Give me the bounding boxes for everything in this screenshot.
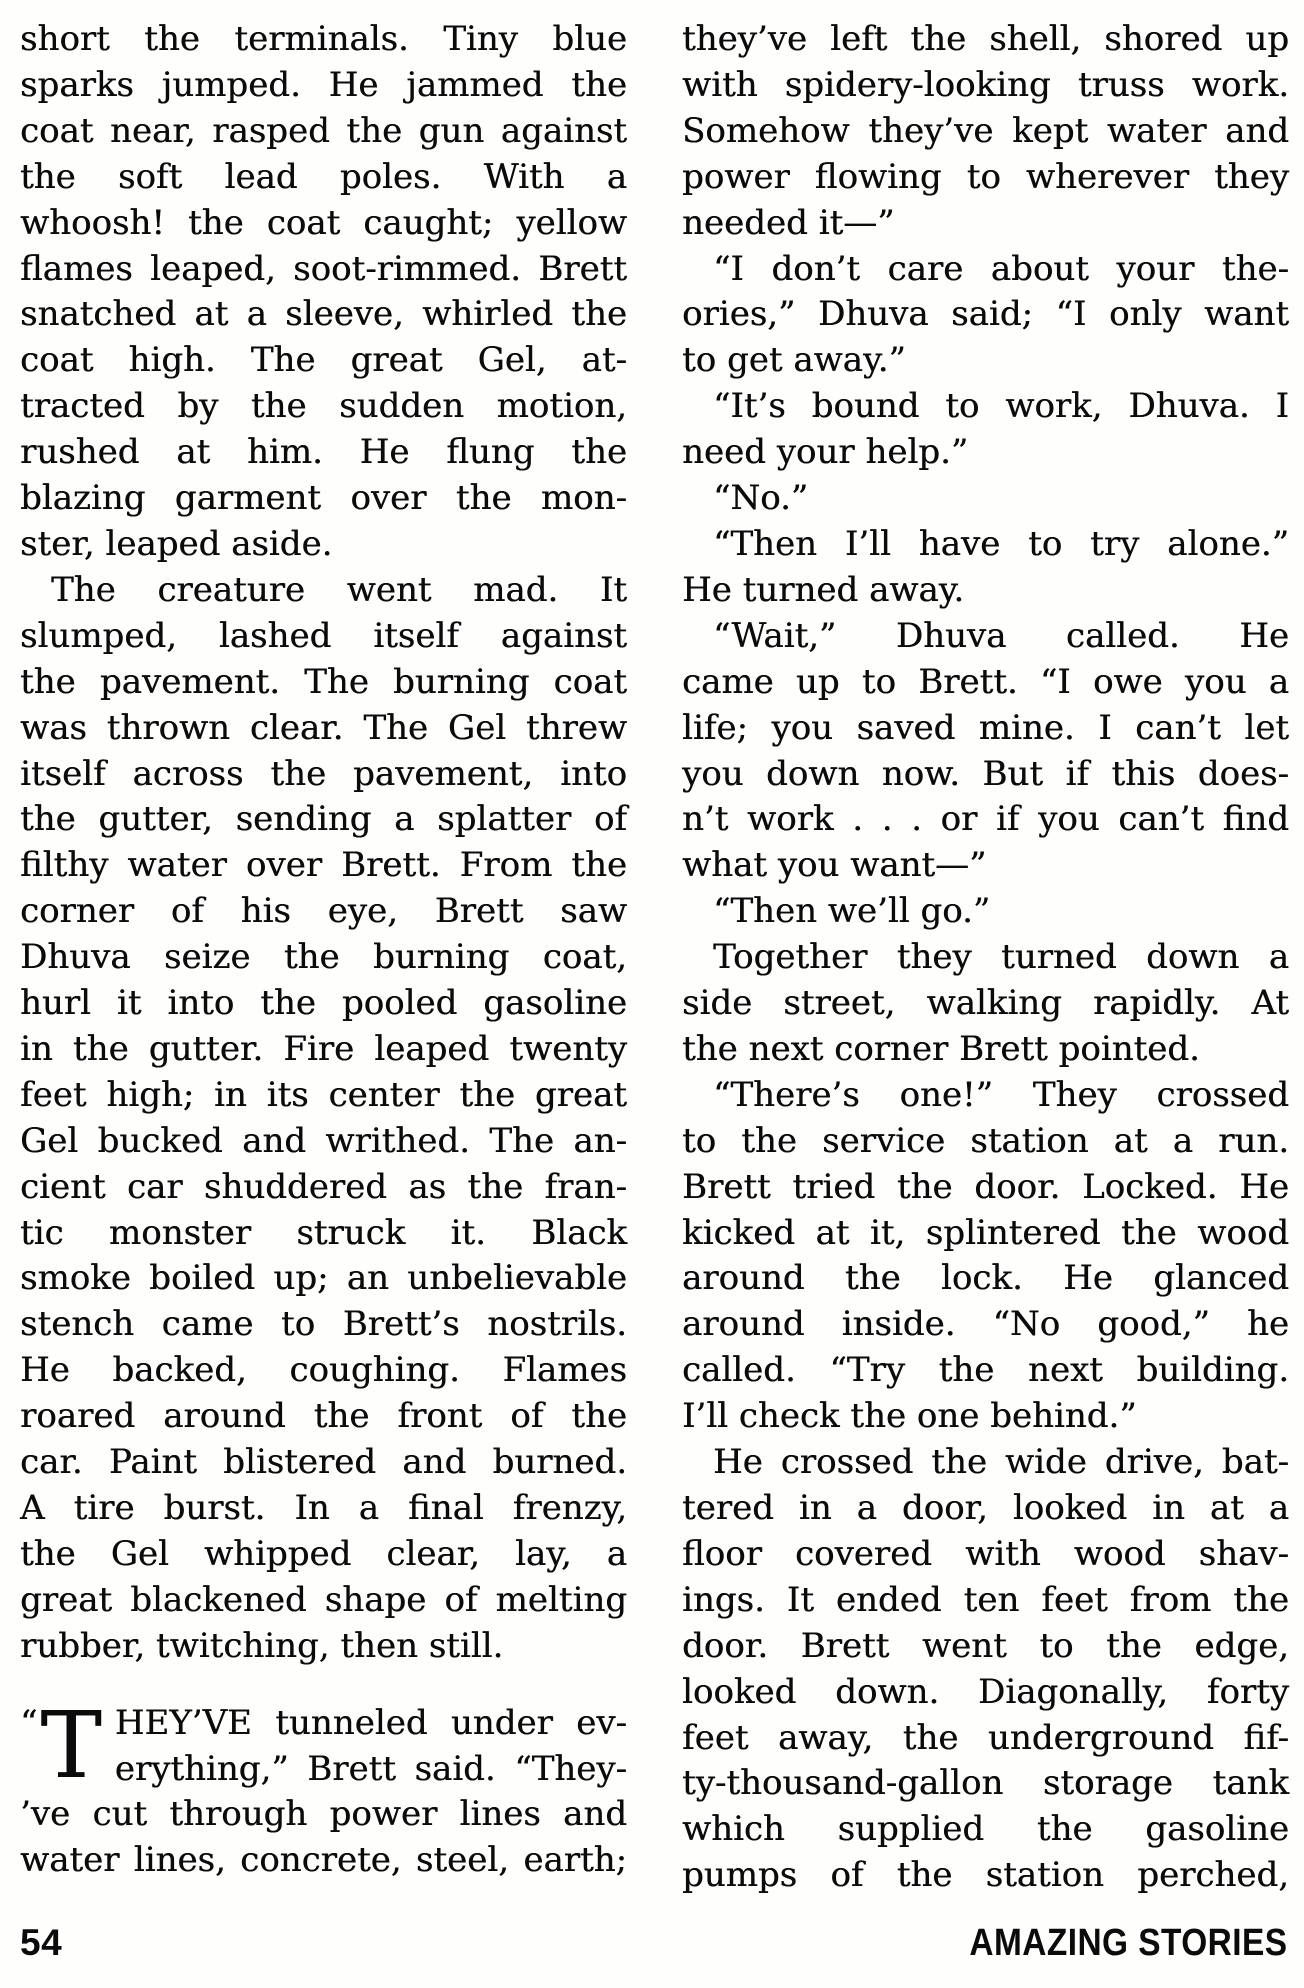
text-line: ty-thousand-gallon storage tank — [682, 1763, 1289, 1804]
text-line: power flowing to wherever they — [682, 156, 1289, 197]
text-line: need your help.” — [682, 432, 969, 473]
text-line: car. Paint blistered and burned. — [20, 1442, 627, 1483]
text-line: “Wait,” Dhuva called. He — [713, 615, 1289, 656]
paragraph — [20, 17, 627, 568]
magazine-title: AMAZING STORIES — [968, 1922, 1287, 1964]
text-line: rushed at him. He flung the — [20, 432, 627, 473]
text-line: which supplied the gasoline — [682, 1809, 1289, 1850]
text-line: to get away.” — [682, 340, 906, 381]
text-line: cient car shuddered as the fran- — [20, 1166, 627, 1207]
paragraph — [682, 935, 1289, 1073]
text-line: came up to Brett. “I owe you a — [682, 661, 1289, 702]
text-line: tic monster struck it. Black — [20, 1212, 627, 1253]
paragraph — [682, 384, 1289, 476]
text-line: coat high. The great Gel, at- — [20, 340, 627, 381]
text-line: needed it—” — [682, 202, 895, 243]
text-line: in the gutter. Fire leaped twenty — [20, 1028, 627, 1069]
text-line: “I don’t care about your the- — [713, 248, 1289, 289]
text-line: He crossed the wide drive, bat- — [713, 1442, 1289, 1483]
text-line: Brett tried the door. Locked. He — [682, 1166, 1289, 1207]
page-footer — [20, 1922, 1287, 1965]
text-line: Together they turned down a — [713, 937, 1289, 978]
text-columns — [20, 17, 1289, 1899]
text-line: tracted by the sudden motion, — [20, 386, 627, 427]
text-line: kicked at it, splintered the wood — [682, 1212, 1289, 1253]
text-line: “Then we’ll go.” — [713, 891, 991, 932]
text-line: smoke boiled up; an unbelievable — [20, 1258, 627, 1299]
text-line: rubber, twitching, then still. — [20, 1625, 504, 1666]
text-line: called. “Try the next building. — [682, 1350, 1289, 1391]
text-line: ster, leaped aside. — [20, 523, 333, 564]
left-column — [20, 17, 627, 1899]
text-line: filthy water over Brett. From the — [20, 845, 627, 886]
text-line: n’t work . . . or if you can’t find — [682, 799, 1289, 840]
text-line: corner of his eye, Brett saw — [20, 891, 627, 932]
text-line: with spidery-looking truss work. — [682, 64, 1289, 105]
text-line: the Gel whipped clear, lay, a — [20, 1533, 627, 1574]
text-line: stench came to Brett’s nostrils. — [20, 1304, 627, 1345]
text-line: slumped, lashed itself against — [20, 615, 627, 656]
text-line: pumps of the station perched, — [682, 1855, 1289, 1896]
text-line: hurl it into the pooled gasoline — [20, 983, 627, 1024]
text-line: sparks jumped. He jammed the — [20, 64, 627, 105]
paragraph — [682, 1073, 1289, 1440]
text-line: Dhuva seize the burning coat, — [20, 937, 627, 978]
text-line: Somehow they’ve kept water and — [682, 110, 1289, 151]
text-line: the gutter, sending a splatter of — [20, 799, 627, 840]
text-line: ’ve cut through power lines and — [20, 1794, 627, 1835]
text-line: I’ll check the one behind.” — [682, 1396, 1137, 1437]
text-line: they’ve left the shell, shored up — [682, 19, 1289, 59]
text-line: you down now. But if this does- — [682, 753, 1289, 794]
text-line: He turned away. — [682, 569, 965, 610]
text-line: the next corner Brett pointed. — [682, 1028, 1200, 1069]
text-line: blazing garment over the mon- — [20, 478, 627, 519]
text-line: “No.” — [713, 478, 809, 519]
text-line: the pavement. The burning coat — [20, 661, 627, 702]
text-line: feet away, the underground fif- — [682, 1717, 1289, 1758]
text-line: snatched at a sleeve, whirled the — [20, 294, 627, 335]
text-line: ings. It ended ten feet from the — [682, 1579, 1289, 1620]
text-line: “There’s one!” They crossed — [713, 1074, 1289, 1115]
paragraph — [682, 17, 1289, 247]
text-line: feet high; in its center the great — [20, 1074, 627, 1115]
text-line: itself across the pavement, into — [20, 753, 627, 794]
text-line: great blackened shape of melting — [20, 1579, 627, 1620]
text-line: He backed, coughing. Flames — [20, 1350, 627, 1391]
text-line: around inside. “No good,” he — [682, 1304, 1289, 1345]
text-line: roared around the front of the — [20, 1396, 627, 1437]
paragraph — [682, 522, 1289, 614]
text-line: erything,” Brett said. “They- — [114, 1748, 627, 1789]
text-line: was thrown clear. The Gel threw — [20, 707, 627, 748]
text-line: “It’s bound to work, Dhuva. I — [713, 386, 1289, 427]
paragraph — [682, 889, 1289, 935]
text-line: “Then I’ll have to try alone.” — [713, 523, 1289, 564]
paragraph — [682, 476, 1289, 522]
page-number: 54 — [20, 1922, 63, 1963]
text-line: the soft lead poles. With a — [20, 156, 627, 197]
text-line: what you want—” — [682, 845, 987, 886]
text-line: side street, walking rapidly. At — [682, 983, 1289, 1024]
text-line: water lines, concrete, steel, earth; — [20, 1840, 627, 1881]
right-column — [682, 17, 1289, 1899]
text-line: coat near, rasped the gun against — [20, 110, 627, 151]
text-line: whoosh! the coat caught; yellow — [20, 202, 627, 243]
paragraph — [682, 247, 1289, 385]
paragraph — [682, 614, 1289, 889]
text-line: HEY’VE tunneled under ev- — [114, 1702, 627, 1743]
text-line: A tire burst. In a final frenzy, — [20, 1488, 627, 1528]
text-line: life; you saved mine. I can’t let — [682, 707, 1289, 748]
open-quote: “ — [20, 1702, 38, 1743]
text-line: around the lock. He glanced — [682, 1258, 1289, 1299]
text-line: The creature went mad. It — [51, 569, 627, 610]
text-line: short the terminals. Tiny blue — [20, 19, 627, 59]
text-line: door. Brett went to the edge, — [682, 1625, 1289, 1666]
paragraph — [682, 1440, 1289, 1899]
text-line: flames leaped, soot-rimmed. Brett — [20, 248, 627, 289]
paragraph — [20, 1691, 627, 1885]
drop-cap: T — [40, 1691, 102, 1799]
text-line: Gel bucked and writhed. The an- — [20, 1120, 627, 1161]
text-line: to the service station at a run. — [682, 1120, 1289, 1161]
paragraph — [20, 568, 627, 1670]
text-line: ories,” Dhuva said; “I only want — [682, 294, 1289, 335]
text-line: tered in a door, looked in at a — [682, 1488, 1289, 1528]
text-line: floor covered with wood shav- — [682, 1533, 1289, 1574]
text-line: looked down. Diagonally, forty — [682, 1671, 1289, 1712]
